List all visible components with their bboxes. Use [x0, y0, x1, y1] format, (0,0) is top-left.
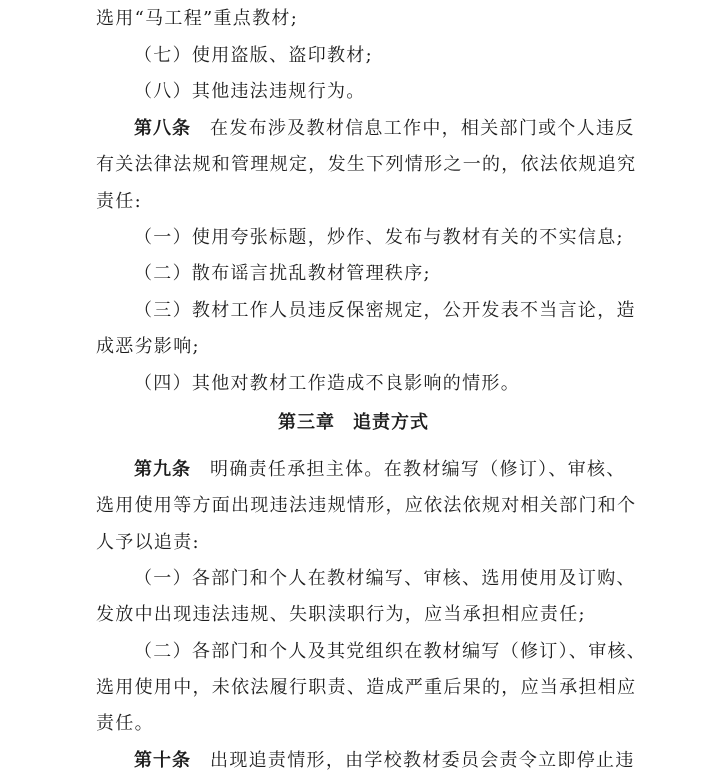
text-line: 选用“马工程”重点教材; [96, 8, 299, 29]
chapter-heading [0, 408, 707, 438]
article-9-first-line [134, 455, 626, 485]
list-item: （二）散布谣言扰乱教材管理秩序; [134, 263, 431, 284]
article-9-title: 第九条 [134, 459, 191, 480]
text-line: 有关法律法规和管理规定，发生下列情形之一的，依法依规追究 [96, 154, 637, 175]
article-10-text: 出现追责情形，由学校教材委员会责令立即停止违 [210, 750, 635, 771]
article-9-text: 明确责任承担主体。在教材编写（修订）、审核、 [210, 459, 626, 480]
text-line: 责任。 [96, 713, 154, 734]
text-line: 人予以追责: [96, 532, 200, 553]
text-line: 责任: [96, 191, 142, 212]
text-line: 选用使用等方面出现违法违规情形，应依法依规对相关部门和个 [96, 495, 637, 516]
article-10-title: 第十条 [134, 750, 191, 771]
text-line: 选用使用中，未依法履行职责、造成严重后果的，应当承担相应 [96, 677, 637, 698]
list-item-8: （八）其他违法违规行为。 [134, 81, 366, 102]
article-10-first-line [134, 746, 635, 776]
list-item: （二）各部门和个人及其党组织在教材编写（修订）、审核、 [134, 641, 647, 662]
article-8-first-line [134, 114, 635, 144]
list-item-7: （七）使用盗版、盗印教材; [134, 45, 373, 66]
article-8-title: 第八条 [134, 118, 191, 139]
text-line: 成恶劣影响; [96, 336, 200, 357]
list-item: （一）使用夸张标题，炒作、发布与教材有关的不实信息; [134, 227, 624, 248]
article-8-text: 在发布涉及教材信息工作中，相关部门或个人违反 [210, 118, 635, 139]
list-item: （一）各部门和个人在教材编写、审核、选用使用及订购、 [134, 568, 636, 589]
chapter-number: 第三章 [278, 412, 335, 433]
text-line: 发放中出现违法违规、失职渎职行为，应当承担相应责任; [96, 604, 586, 625]
list-item: （三）教材工作人员违反保密规定，公开发表不当言论，造 [134, 300, 636, 321]
chapter-title: 追责方式 [353, 412, 429, 433]
list-item: （四）其他对教材工作造成不良影响的情形。 [134, 373, 520, 394]
